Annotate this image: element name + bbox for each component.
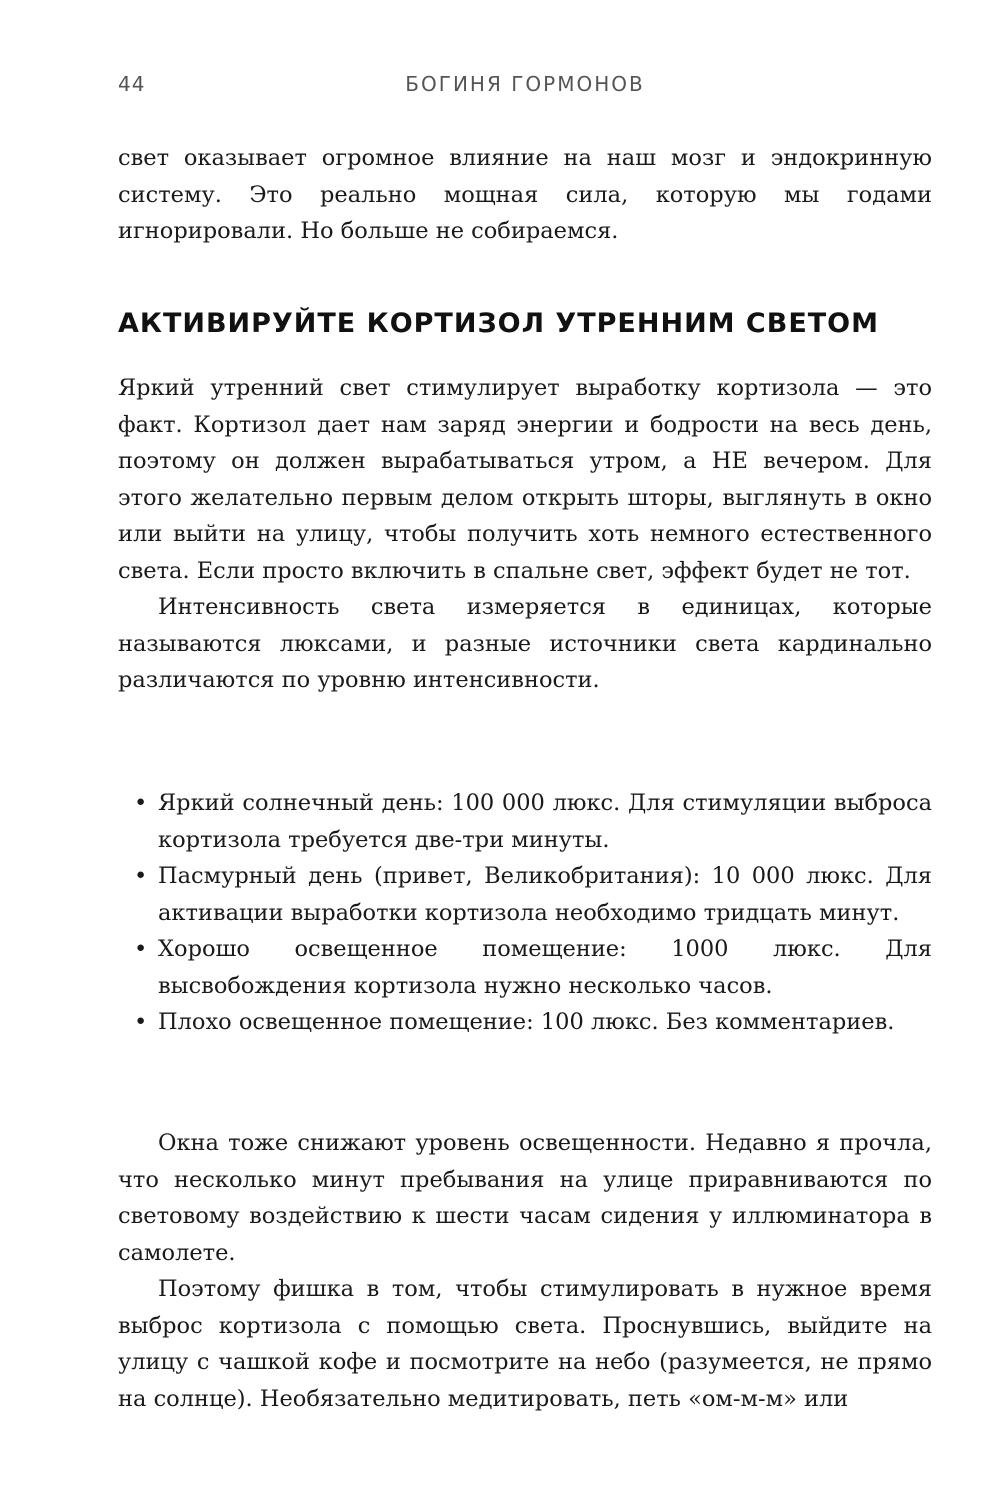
list-item: • Яркий солнечный день: 100 000 люкс. Для стимуляции выброса кортизола требуется две-три минуты.: [118, 785, 932, 858]
closing-block: [118, 1125, 932, 1417]
body-paragraph: Окна тоже снижают уровень освещенности. Недавно я прочла, что несколько минут пребывания на улице приравниваются по световому воздействию к шести часам сидения у иллюминатора в самолете.: [118, 1130, 932, 1266]
lux-list: [118, 785, 932, 1041]
section-heading: АКТИВИРУЙТЕ КОРТИЗОЛ УТРЕННИМ СВЕТОМ: [118, 308, 880, 339]
list-item: • Плохо освещенное помещение: 100 люкс. Без комментариев.: [118, 1004, 932, 1041]
page-header: [118, 72, 932, 104]
body-paragraph: Яркий утренний свет стимулирует выработку кортизола — это факт. Кортизол дает нам заряд энергии и бодрости на весь день, поэтому он должен вырабатываться утром, а НЕ вечером. Для этого желательно первым делом открыть шторы, выглянуть в окно или выйти на улицу, чтобы получить хоть немного естественного света. Если просто включить в спальне свет, эффект будет не тот.: [118, 375, 932, 584]
running-title: БОГИНЯ ГОРМОНОВ: [405, 72, 645, 96]
body-paragraph: Поэтому фишка в том, чтобы стимулировать в нужное время выброс кортизола с помощью света. Проснувшись, выйдите на улицу с чашкой кофе и посмотрите на небо (разумеется, не прямо на солнце). Необязательно медитировать, петь «ом-м-м» или: [118, 1276, 932, 1412]
list-item: • Хорошо освещенное помещение: 1000 люкс. Для высвобождения кортизола нужно несколько часов.: [118, 931, 932, 1004]
list-item: • Пасмурный день (привет, Великобритания): 10 000 люкс. Для активации выработки кортизола необходимо тридцать минут.: [118, 858, 932, 931]
section-body: [118, 370, 932, 699]
intro-block: [118, 140, 932, 250]
body-paragraph: Интенсивность света измеряется в единицах, которые называются люксами, и разные источники света кардинально различаются по уровню интенсивности.: [118, 594, 932, 693]
intro-paragraph: свет оказывает огромное влияние на наш мозг и эндокринную систему. Это реально мощная сила, которую мы годами игнорировали. Но больше не собираемся.: [118, 145, 932, 244]
bullet-block: [118, 785, 932, 1041]
page-number: 44: [118, 72, 146, 96]
